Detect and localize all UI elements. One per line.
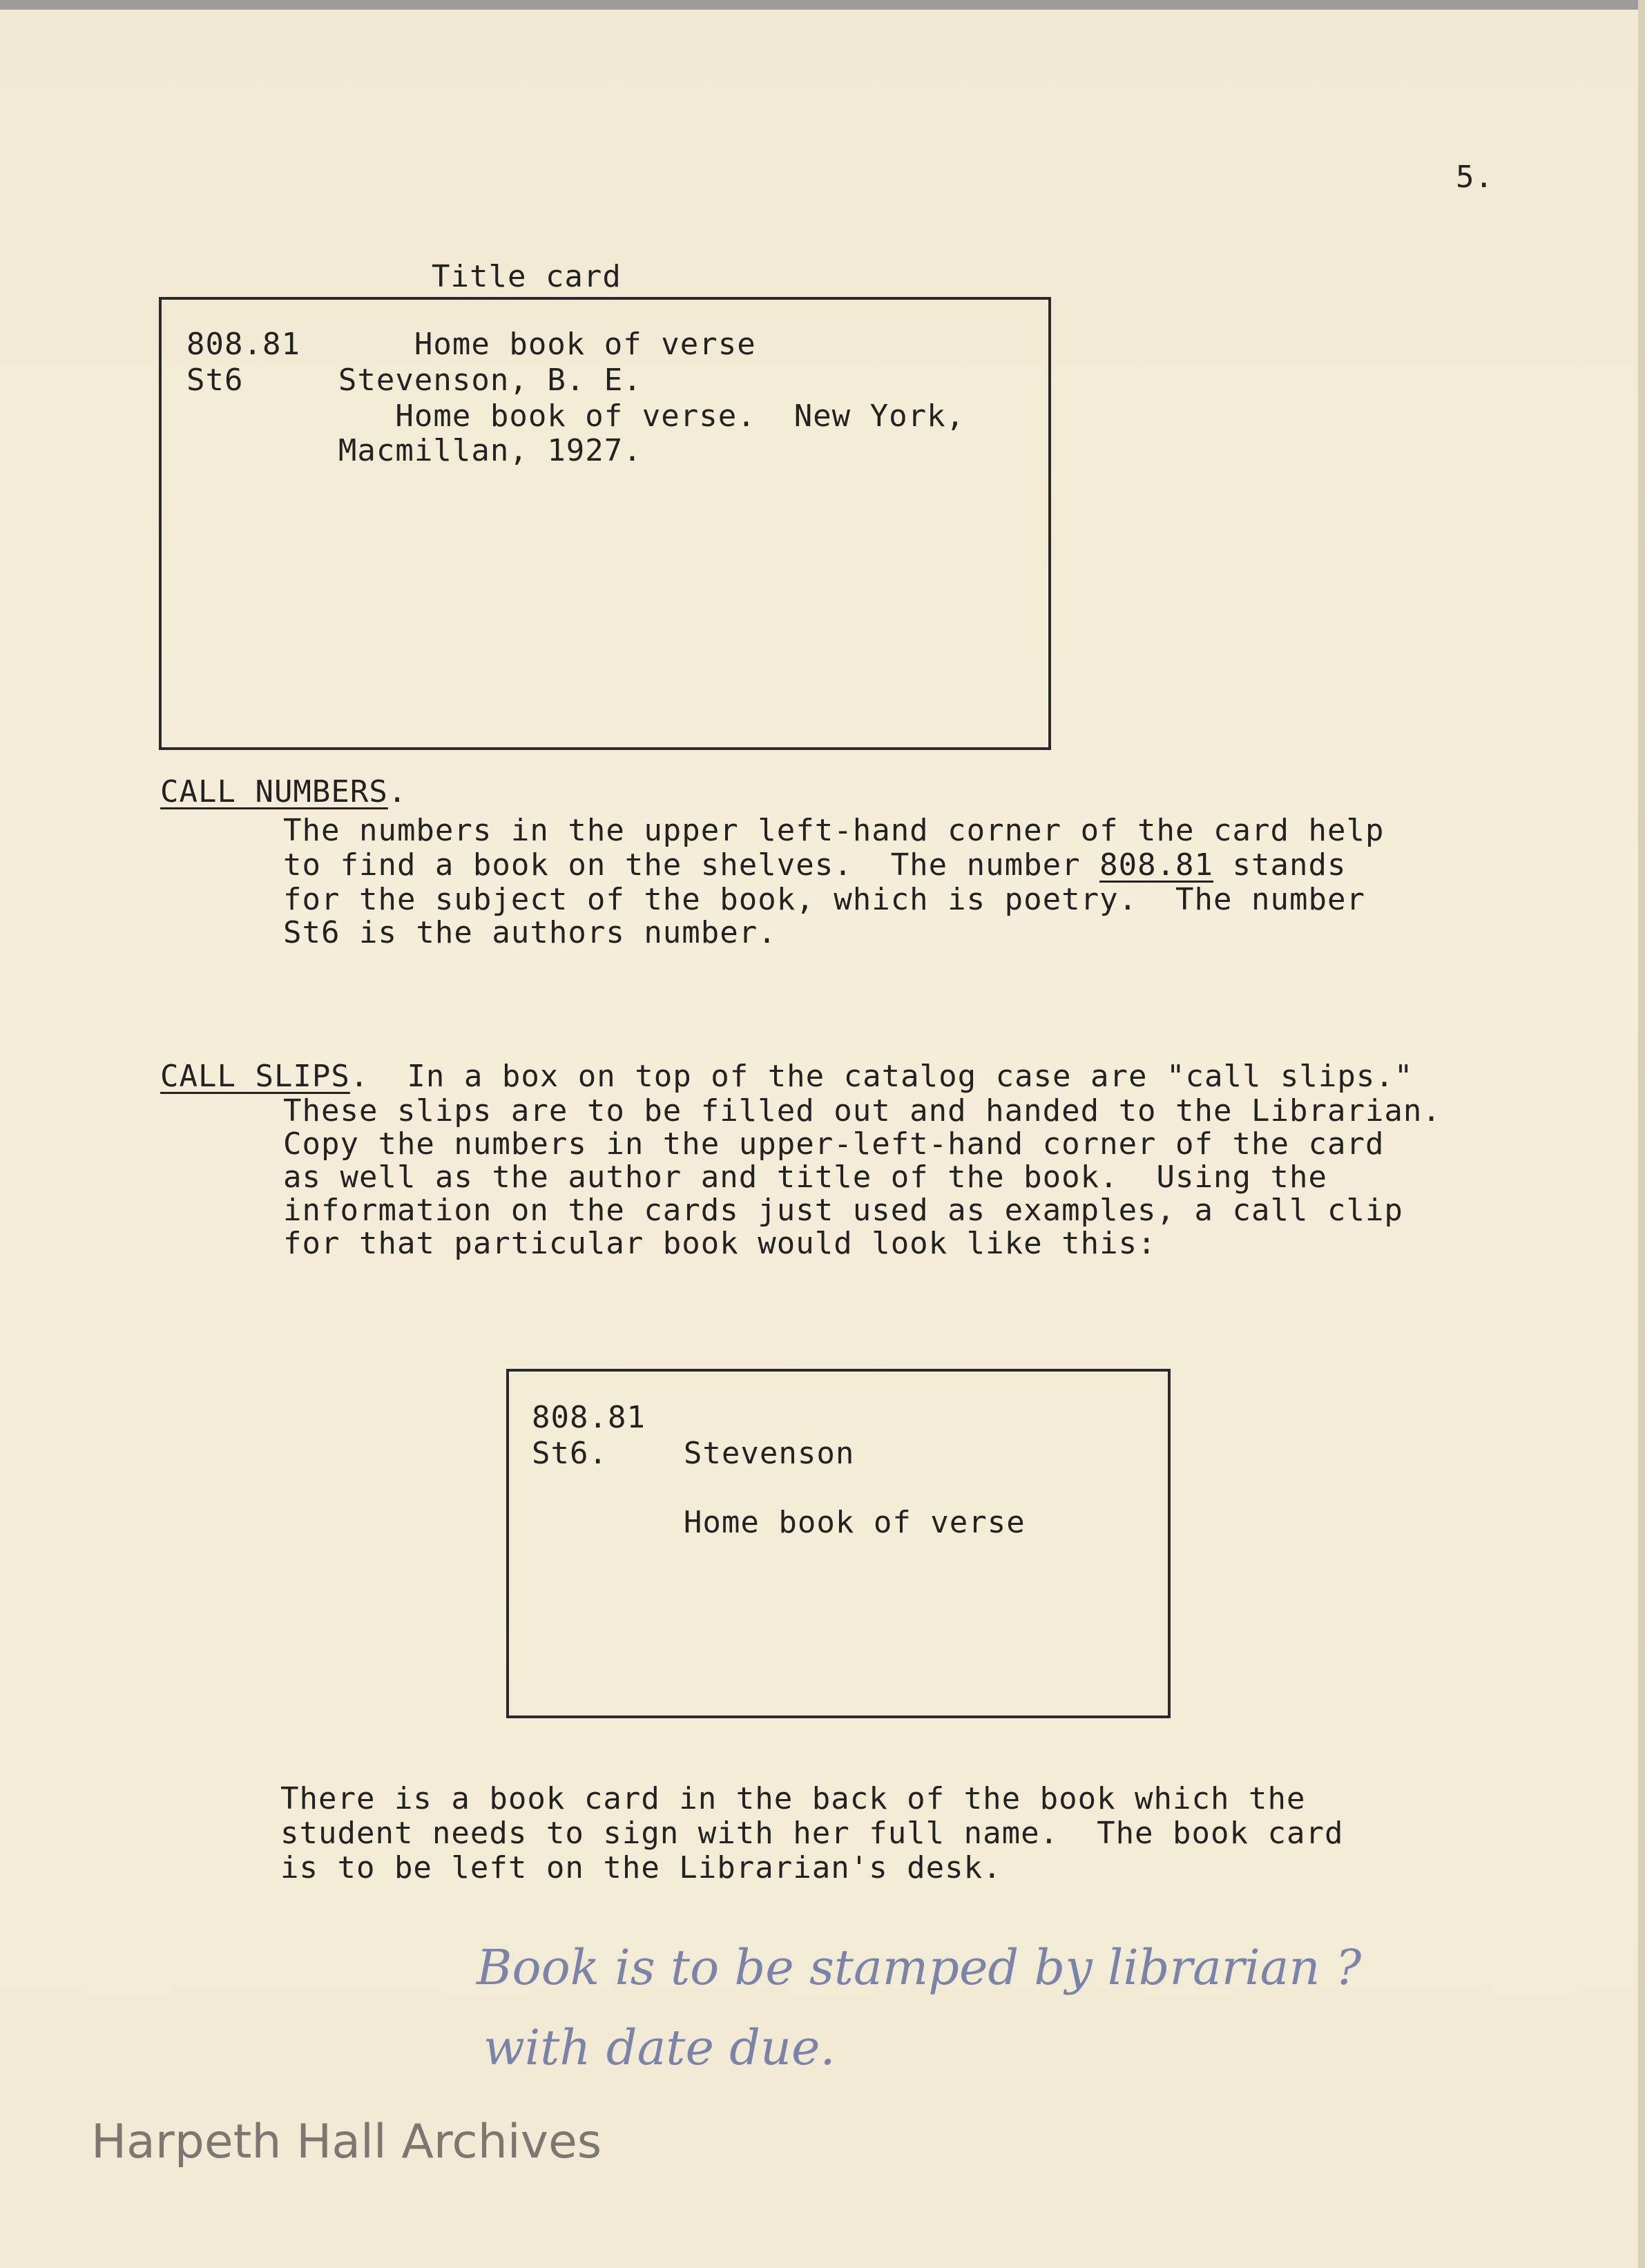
call-numbers-heading-line <box>160 775 407 809</box>
title-card-line-3: Home book of verse. New York, <box>186 398 965 434</box>
call-slip-line-3: Home book of verse <box>532 1505 1026 1540</box>
call-number-example: 808.81 <box>1099 847 1214 883</box>
book-card-line-1: There is a book card in the back of the book which the <box>280 1781 1306 1816</box>
call-slips-first-line-rest: . In a box on top of the catalog case are "call slips." <box>349 1059 1414 1094</box>
call-numbers-line-4: St6 is the authors number. <box>283 915 777 950</box>
call-slips-line-6: for that particular book would look like this: <box>283 1226 1157 1261</box>
scan-top-edge <box>0 0 1645 10</box>
call-numbers-line-2-start: to find a book on the shelves. The number <box>283 847 1100 883</box>
call-numbers-heading-suffix: . <box>387 774 407 809</box>
call-numbers-line-2-end: stands <box>1213 847 1347 883</box>
call-numbers-heading: CALL NUMBERS <box>160 774 388 809</box>
title-card-line-2: St6 Stevenson, B. E. <box>186 363 642 398</box>
title-card-caption: Title card <box>432 259 622 294</box>
call-slips-heading: CALL SLIPS <box>160 1059 350 1094</box>
page-number: 5. <box>1456 160 1494 195</box>
call-slips-line-4: as well as the author and title of the book. Using the <box>283 1160 1327 1195</box>
scan-right-edge <box>1638 0 1645 2268</box>
call-numbers-line-2 <box>283 848 1346 883</box>
archive-watermark: Harpeth Hall Archives <box>91 2115 602 2169</box>
title-card-line-1: 808.81 Home book of verse <box>186 327 756 362</box>
book-card-line-3: is to be left on the Librarian's desk. <box>280 1850 1002 1885</box>
call-slip-line-1: 808.81 <box>532 1400 646 1435</box>
call-slips-first-line <box>160 1059 1413 1094</box>
handwritten-note-line-1: Book is to be stamped by librarian ? <box>477 1939 1362 1996</box>
book-card-line-2: student needs to sign with her full name. The book card <box>280 1816 1344 1851</box>
call-numbers-line-1: The numbers in the upper left-hand corner of the card help <box>283 813 1385 848</box>
call-slip-line-2: St6. Stevenson <box>532 1436 855 1471</box>
call-numbers-line-3: for the subject of the book, which is poetry. The number <box>283 882 1365 917</box>
handwritten-note-line-2: with date due. <box>483 2019 836 2076</box>
call-slips-line-3: Copy the numbers in the upper-left-hand corner of the card <box>283 1126 1385 1162</box>
call-slips-line-2: These slips are to be filled out and handed to the Librarian. <box>283 1093 1441 1128</box>
title-card-line-4: Macmillan, 1927. <box>186 433 642 468</box>
call-slips-line-5: information on the cards just used as examples, a call clip <box>283 1193 1403 1228</box>
